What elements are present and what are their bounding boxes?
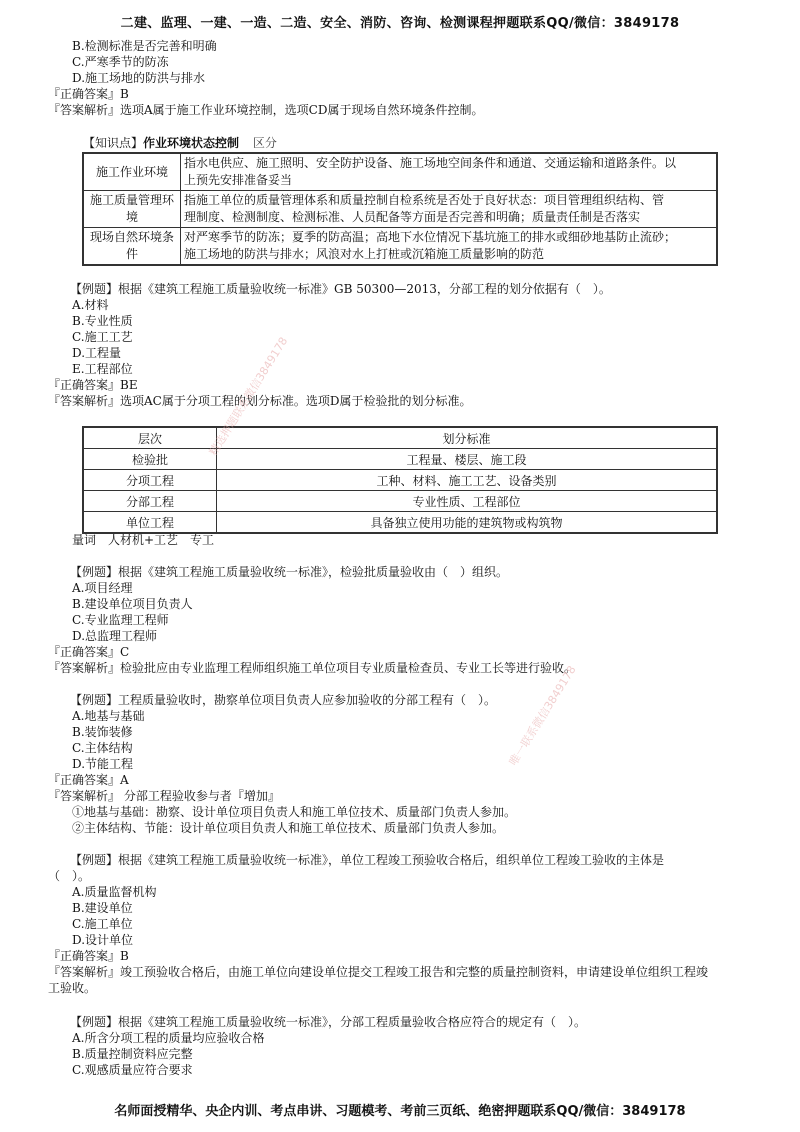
- knowledge-title: 作业环境状态控制: [143, 136, 240, 150]
- option-b: B.检测标准是否完善和明确: [72, 39, 217, 53]
- question-stem: 【例题】根据《建筑工程施工质量验收统一标准》GB 50300—2013，分部工程的划分依据有（ ）。: [70, 282, 611, 296]
- cell-line: 施工场地的防洪与排水；风浪对水上打桩或沉箱施工质量影响的防范: [184, 247, 545, 261]
- option-c: C.专业监理工程师: [72, 613, 169, 627]
- table-row: [83, 153, 717, 191]
- cell-line: 对严寒季节的防冻；夏季的防高温；高地下水位情况下基坑施工的排水或细砂地基防止流砂；: [184, 230, 677, 244]
- table-row: [83, 512, 717, 534]
- table-cell: 施工质量管理环境: [83, 191, 181, 228]
- table-cell: 分项工程: [83, 470, 217, 491]
- table-cell: 工种、材料、施工工艺、设备类别: [217, 470, 718, 491]
- option-e: E.工程部位: [72, 362, 133, 376]
- table-cell: 分部工程: [83, 491, 217, 512]
- table-row: [83, 449, 717, 470]
- correct-answer: 『正确答案』B: [48, 87, 129, 101]
- question-stem-cont: （ ）。: [48, 869, 91, 883]
- answer-analysis: 『答案解析』 分部工程验收参与者『增加』: [48, 789, 280, 803]
- option-b: B.装饰装修: [72, 725, 133, 739]
- option-a: A.所含分项工程的质量均应验收合格: [72, 1031, 265, 1045]
- page-footer: 名师面授精华、央企内训、考点串讲、习题模考、考前三页纸、绝密押题联系QQ/微信：3849178: [114, 1104, 686, 1119]
- option-d: D.施工场地的防洪与排水: [72, 71, 206, 85]
- table-row: [83, 491, 717, 512]
- knowledge-note: 区分: [252, 136, 277, 150]
- table-cell: [181, 153, 718, 191]
- table-cell: 检验批: [83, 449, 217, 470]
- table-cell: 单位工程: [83, 512, 217, 534]
- table-header: 层次: [83, 427, 217, 449]
- table-cell: 专业性质、工程部位: [217, 491, 718, 512]
- option-d: D.设计单位: [72, 933, 134, 947]
- question-stem: 【例题】根据《建筑工程施工质量验收统一标准》，单位工程竣工预验收合格后，组织单位工程竣工验收的主体是: [70, 853, 665, 867]
- knowledge-point-title: [83, 134, 277, 151]
- division-table: [82, 426, 718, 534]
- watermark: 精选押题联系微信3849178: [206, 334, 291, 458]
- table-cell: [181, 191, 718, 228]
- correct-answer: 『正确答案』A: [48, 773, 129, 787]
- question-stem: 【例题】工程质量验收时，勘察单位项目负责人应参加验收的分部工程有（ ）。: [70, 693, 497, 707]
- cell-line: 上预先安排准备妥当: [184, 173, 293, 187]
- option-c: C.施工单位: [72, 917, 133, 931]
- table-row: [83, 191, 717, 228]
- correct-answer: 『正确答案』BE: [48, 378, 138, 392]
- option-a: A.材料: [72, 298, 109, 312]
- option-c: C.施工工艺: [72, 330, 133, 344]
- option-d: D.节能工程: [72, 757, 134, 771]
- table-cell: 施工作业环境: [83, 153, 181, 191]
- option-c: C.严寒季节的防冻: [72, 55, 169, 69]
- table-header: 划分标准: [217, 427, 718, 449]
- page-header: 二建、监理、一建、一造、二造、安全、消防、咨询、检测课程押题联系QQ/微信：3849178: [120, 16, 680, 31]
- table-cell: 工程量、楼层、施工段: [217, 449, 718, 470]
- question-stem: 【例题】根据《建筑工程施工质量验收统一标准》，检验批质量验收由（ ）组织。: [70, 565, 509, 579]
- mnemonic-note: 量词 人材机+工艺 专工: [72, 533, 215, 547]
- option-c: C.主体结构: [72, 741, 133, 755]
- analysis-point: ①地基与基础：勘察、设计单位项目负责人和施工单位技术、质量部门负责人参加。: [72, 805, 517, 819]
- cell-line: 指水电供应、施工照明、安全防护设备、施工场地空间条件和通道、交通运输和道路条件。以: [184, 156, 677, 170]
- correct-answer: 『正确答案』C: [48, 645, 130, 659]
- option-b: B.建设单位项目负责人: [72, 597, 193, 611]
- option-a: A.地基与基础: [72, 709, 145, 723]
- table-cell: 现场自然环境条件: [83, 228, 181, 266]
- answer-analysis: 『答案解析』选项AC属于分项工程的划分标准。选项D属于检验批的划分标准。: [48, 394, 472, 408]
- option-d: D.工程量: [72, 346, 122, 360]
- analysis-point: ②主体结构、节能：设计单位项目负责人和施工单位技术、质量部门负责人参加。: [72, 821, 505, 835]
- answer-analysis: 『答案解析』竣工预验收合格后，由施工单位向建设单位提交工程竣工报告和完整的质量控制资料，申请建设单位组织工程竣: [48, 965, 709, 979]
- correct-answer: 『正确答案』B: [48, 949, 129, 963]
- answer-analysis: 『答案解析』选项A属于施工作业环境控制，选项CD属于现场自然环境条件控制。: [48, 103, 484, 117]
- option-a: A.质量监督机构: [72, 885, 157, 899]
- option-b: B.建设单位: [72, 901, 133, 915]
- watermark: 唯一联系微信3849178: [506, 663, 579, 768]
- knowledge-table: [82, 152, 718, 266]
- answer-analysis: 『答案解析』检验批应由专业监理工程师组织施工单位项目专业质量检查员、专业工长等进行验收。: [48, 661, 577, 675]
- question-stem: 【例题】根据《建筑工程施工质量验收统一标准》，分部工程质量验收合格应符合的规定有（ ）。: [70, 1015, 587, 1029]
- table-header-row: [83, 427, 717, 449]
- option-b: B.专业性质: [72, 314, 133, 328]
- knowledge-prefix: 【知识点】: [83, 136, 144, 150]
- table-cell: [181, 228, 718, 266]
- option-b: B.质量控制资料应完整: [72, 1047, 193, 1061]
- cell-line: 指施工单位的质量管理体系和质量控制自检系统是否处于良好状态：项目管理组织结构、管: [184, 193, 665, 207]
- option-c: C.观感质量应符合要求: [72, 1063, 193, 1077]
- table-cell: 具备独立使用功能的建筑物或构筑物: [217, 512, 718, 534]
- option-d: D.总监理工程师: [72, 629, 158, 643]
- option-a: A.项目经理: [72, 581, 133, 595]
- answer-analysis-cont: 工验收。: [48, 981, 97, 995]
- cell-line: 理制度、检测制度、检测标准、人员配备等方面是否完善和明确；质量责任制是否落实: [184, 210, 641, 224]
- table-row: [83, 470, 717, 491]
- table-row: [83, 228, 717, 266]
